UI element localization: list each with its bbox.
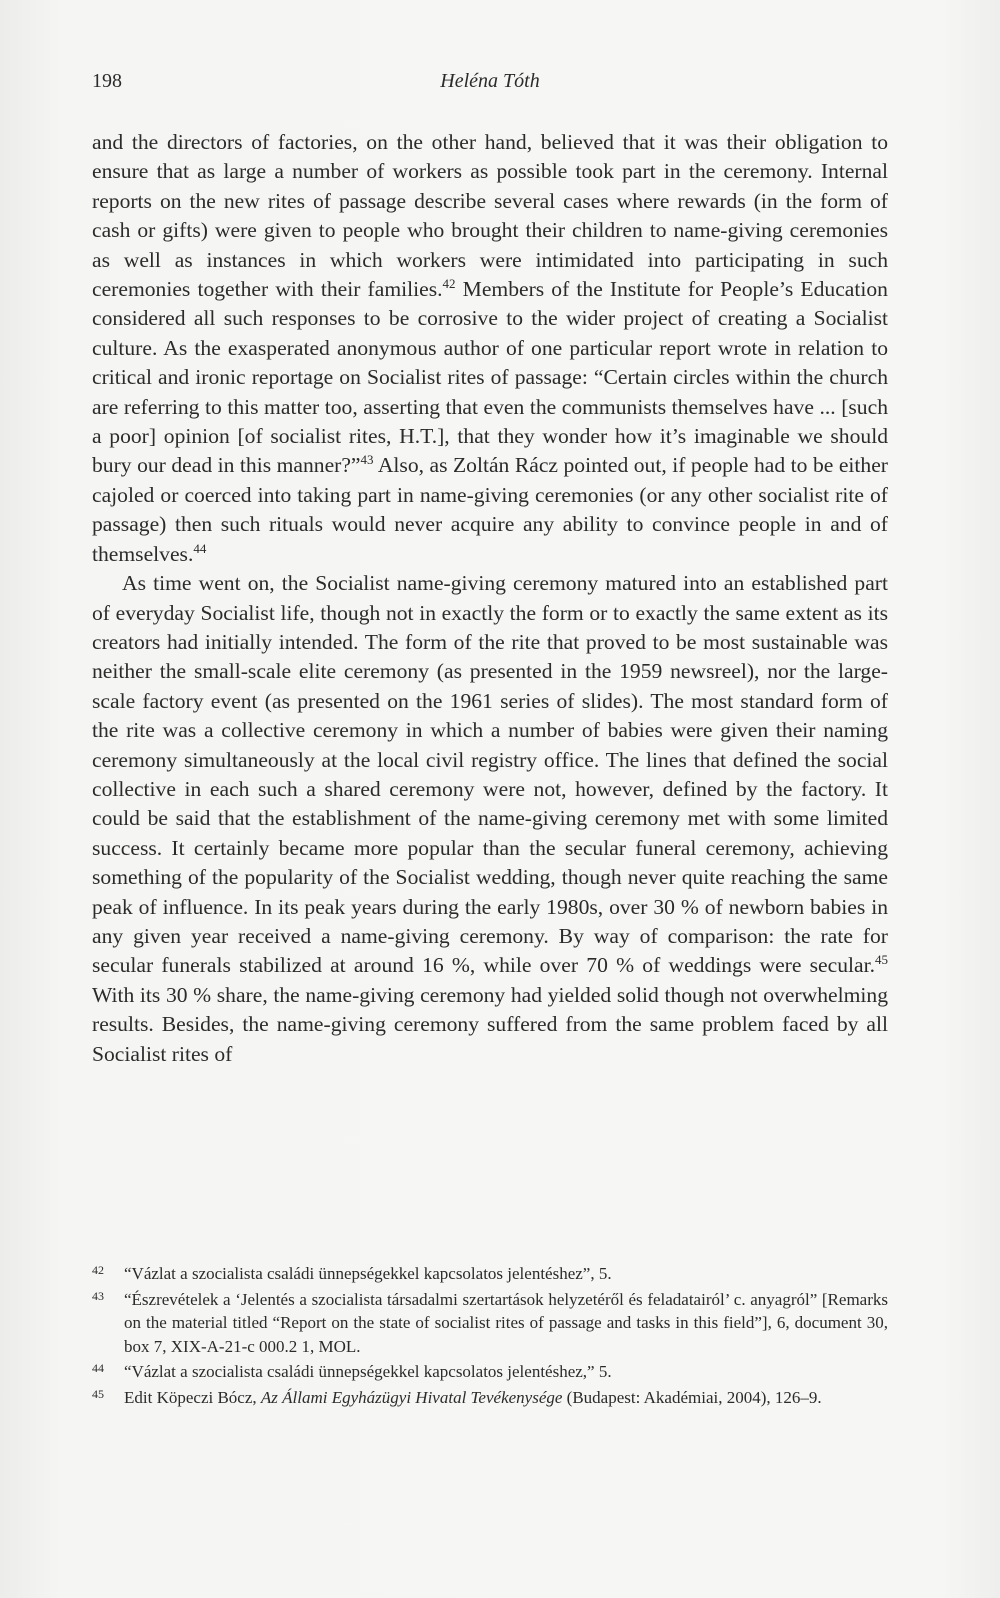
page-number: 198: [92, 70, 122, 92]
footnote-number: 43: [92, 1288, 104, 1303]
paragraph-2-part-b: With its 30 % share, the name-giving ceremony had yielded solid though not overwhelming results. Besides, the name-giving ceremony suffered from the same problem faced by all Socialist rites of: [92, 982, 888, 1066]
footnote-44: [92, 1360, 888, 1384]
paragraph-2-part-a: As time went on, the Socialist name-giving ceremony matured into an established part of everyday Socialist life, though not in exactly the form or to exactly the same extent as its creators had initially intended. The form of the rite that proved to be most sustainable was neither the small-scale elite ceremony (as presented in the 1959 newsreel), nor the large-scale factory event (as presented on the 1961 series of slides). The most standard form of the rite was a collective ceremony in which a number of babies were given their naming ceremony simultaneously at the local civil registry office. The lines that defined the social collective in each such a shared ceremony were not, however, defined by the factory. It could be said that the establishment of the name-giving ceremony met with some limited success. It certainly became more popular than the secular funeral ceremony, achieving something of the popularity of the Socialist wedding, though never quite reaching the same peak of influence. In its peak years during the early 1980s, over 30 % of newborn babies in any given year received a name-giving ceremony. By way of comparison: the rate for secular funerals stabilized at around 16 %, while over 70 % of weddings were secular.: [92, 571, 888, 978]
footnotes: [92, 1262, 888, 1411]
footnote-number: 45: [92, 1386, 104, 1401]
footnote-ref-45: 45: [875, 952, 888, 968]
paragraph-1: [92, 128, 888, 569]
paragraph-1-part-c: Also, as Zoltán Rácz pointed out, if people had to be either cajoled or coerced into taking part in name-giving ceremonies (or any other socialist rite of passage) then such rituals would never acquire any ability to convince people in and of themselves.: [92, 453, 888, 566]
footnote-text: “Vázlat a szocialista családi ünnepségekkel kapcsolatos jelentéshez”, 5.: [124, 1264, 612, 1283]
footnote-number: 44: [92, 1361, 104, 1375]
footnote-ref-42: 42: [442, 276, 456, 292]
footnote-42: [92, 1262, 888, 1286]
paragraph-1-part-a: and the directors of factories, on the other hand, believed that it was their obligation to ensure that as large a number of workers as possible took part in the ceremony. Internal reports on the new rites of passage describe several cases where rewards (in the form of cash or gifts) were given to people who brought their children to name-giving ceremonies as well as instances in which workers were intimidated into participating in such ceremonies together with their families.: [92, 130, 888, 302]
paragraph-2: [92, 569, 888, 1069]
footnote-text-publication: (Budapest: Akadémiai, 2004), 126–9.: [562, 1387, 822, 1407]
footnote-text: “Észrevételek a ‘Jelentés a szocialista társadalmi szertartások helyzetéről és feladatairól’ c. anyagról” [Remarks on the material titled “Report on the state of socialist rites of passage and tasks in this field”], 6, document 30, box 7, XIX-A-21-c 000.2 1, MOL.: [124, 1289, 888, 1356]
page-header: [92, 70, 888, 98]
footnote-text-author: Edit Köpeczi Bócz,: [124, 1387, 261, 1407]
footnote-number: 42: [92, 1263, 104, 1277]
footnote-45: [92, 1386, 888, 1410]
paragraph-1-part-b: Members of the Institute for People’s Education considered all such responses to be corrosive to the wider project of creating a Socialist culture. As the exasperated anonymous author of one particular report wrote in relation to critical and ironic reportage on Socialist rites of passage: “Certain circles within the church are referring to this matter too, asserting that even the communists themselves have ... [such a poor] opinion [of socialist rites, H.T.], that they wonder how it’s imaginable we should bury our dead in this manner?”: [92, 277, 888, 478]
footnote-text-title: Az Állami Egyházügyi Hivatal Tevékenysége: [260, 1387, 563, 1407]
footnote-43: [92, 1288, 888, 1359]
footnote-ref-43: 43: [360, 452, 374, 468]
footnote-ref-44: 44: [193, 540, 207, 556]
running-head-author: Heléna Tóth: [440, 70, 540, 92]
footnote-text: “Vázlat a szocialista családi ünnepségekkel kapcsolatos jelentéshez,” 5.: [124, 1362, 612, 1381]
body-text: [92, 128, 888, 1069]
